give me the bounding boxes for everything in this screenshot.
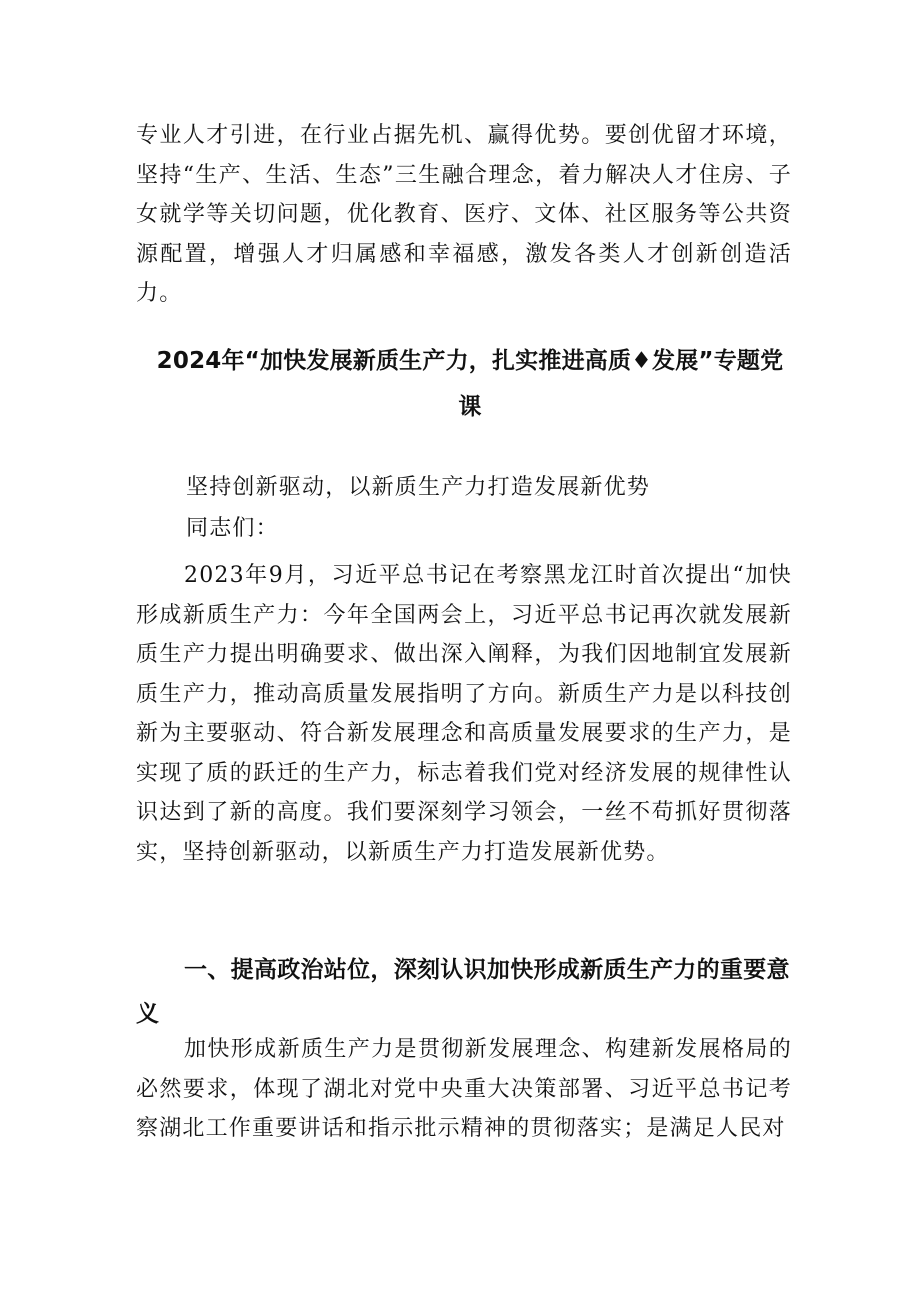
body-paragraph: 2023年9月，习近平总书记在考察黑龙江时首次提出“加快形成新质生产力：今年全国两会上，习近平总书记再次就发展新质生产力提出明确要求、做出深入阐释，为我们因地制宜发展新质生产力，推动高质量发展指明了方向。新质生产力是以科技创新为主要驱动、符合新发展理念和高质量发展要求的生产力，是实现了质的跃迁的生产力，标志着我们党对经济发展的规律性认识达到了新的高度。我们要深刻学习领会，一丝不苟抓好贯彻落实，坚持创新驱动，以新质生产力打造发展新优势。 <box>136 563 792 865</box>
salutation: 同志们： <box>186 516 279 541</box>
section-heading: 一、提高政治站位，深刻认识加快形成新质生产力的重要意义 <box>136 957 790 1027</box>
document-title: 2024年“加快发展新质生产力，扎实推进高质♦发展”专题党课 <box>156 348 784 420</box>
intro-paragraph: 专业人才引进，在行业占据先机、赢得优势。要创优留才环境，坚持“生产、生活、生态”三生融合理念，着力解决人才住房、子女就学等关切问题，优化教育、医疗、文体、社区服务等公共资源配置，增强人才归属感和幸福感，激发各类人才创新创造活力。 <box>136 123 792 306</box>
subheading: 坚持创新驱动，以新质生产力打造发展新优势 <box>186 475 651 500</box>
section-paragraph: 加快形成新质生产力是贯彻新发展理念、构建新发展格局的必然要求，体现了湖北对党中央重大决策部署、习近平总书记考察湖北工作重要讲话和指示批示精神的贯彻落实；是满足人民对 <box>136 1037 792 1141</box>
